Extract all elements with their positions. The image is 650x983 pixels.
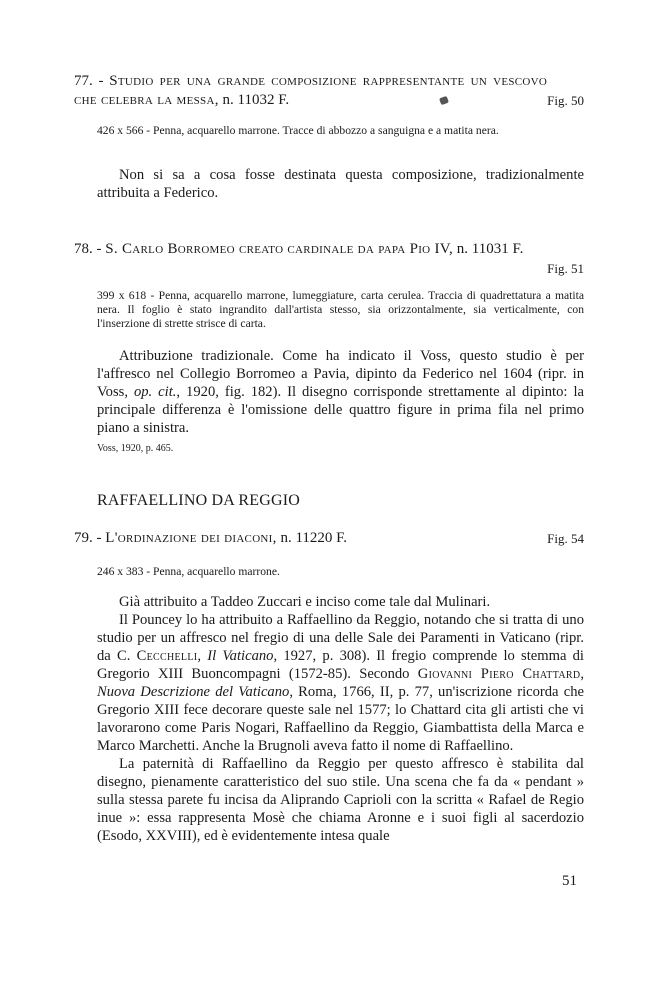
entry-78-heading: Fig. 51 78. - S. Carlo Borromeo creato cardinale da papa Pio IV, n. 11031 F. [74,241,584,276]
entry-number: 77. [74,73,93,89]
entry-77-heading: Fig. 50 77. - Studio per una grande composizione rappresentante un vescovo che celebra la messa, n. 11032 F. [74,73,584,108]
entry-78-commentary: Attribuzione tradizionale. Come ha indicato il Voss, questo studio è per l'affresco nel Collegio Borromeo a Pavia, dipinto da Federico nel 1604 (ripr. in Voss, op. cit., 1920, fig. 182). Il disegno corrisponde strettamente al dipinto: la principale differenza è l'omissione delle quattro figure in prima fila nel primo piano a sinistra. [97,348,584,436]
figure-ref-54: Fig. 54 [547,531,584,546]
entry-79-commentary: Già attribuito a Taddeo Zuccari e inciso come tale dal Mulinari. Il Pouncey lo ha attribuito a Raffaellino da Reggio, notando che si tratta di uno studio per un affresco nel fregio di una delle Sale dei Paramenti in Vaticano (ripr. da C. Cecchelli, Il Vaticano, 1927, p. 308). Il fregio comprende lo stemma di Gregorio XIII Buoncompagni (1572-85). Secondo Giovanni Piero Chattard, Nuova Descrizione del Vaticano, Roma, 1766, II, p. 77, un'iscrizione ricorda che Gregorio XIII fece decorare queste sale nel 1577; lo Chattard cita gli artisti che vi lavorarono come Paris Nogari, Raffaellino da Reggio, Giambattista della Marca e Marco Marchetti. Anche la Brugnoli aveva fatto il nome di Raffaellino. La paternità di Raffaellino da Reggio per questo affresco è stabilita dal disegno, pienamente caratteristico del suo stile. Una scena che fa da « pendant » sulla stessa parete fu incisa da Aliprando Caprioli con la scritta « Rafael de Regio inue »: essa rappresenta Mosè che chiama Aronne e i suoi figli al sacerdozio (Esodo, XXVIII), ed è evidentemente intesa quale [97,594,584,844]
figure-ref-50: Fig. 50 [547,93,584,108]
entry-number: 79. [74,530,93,546]
section-title: RAFFAELLINO DA REGGIO [97,492,301,509]
entry-title: Studio per una grande composizione rappresentante un vescovo che celebra la messa, [74,73,548,108]
entry-79-technical-notes: 246 x 383 - Penna, acquarello marrone. [97,565,280,578]
figure-ref-51: Fig. 51 [547,261,584,276]
entry-77-technical-notes: 426 x 566 - Penna, acquarello marrone. Tracce di abbozzo a sanguigna e a matita nera. [97,124,499,137]
entry-77-commentary: Non si sa a cosa fosse destinata questa composizione, tradizionalmente attribuita a Federico. [97,167,584,201]
entry-78-bibliography: Voss, 1920, p. 465. [97,443,174,454]
entry-78-technical-notes: 399 x 618 - Penna, acquarello marrone, lumeggiature, carta cerulea. Traccia di quadrettatura a matita nera. Il foglio è stato ingrandito dall'artista stesso, sia orizzontalmente, sia verticalmente, con l'inserzione di strette strisce di carta. [97,289,584,330]
entry-79-heading: Fig. 54 79. - L'ordinazione dei diaconi, n. 11220 F. [74,530,584,546]
page-number: 51 [562,873,577,889]
inventory-number: n. 11031 F. [453,241,524,257]
inventory-number: n. 11032 F. [218,92,290,108]
entry-number: 78. [74,241,93,257]
inventory-number: n. 11220 F. [276,530,348,546]
entry-title: L'ordinazione dei diaconi, [105,530,277,546]
entry-title: S. Carlo Borromeo creato cardinale da papa Pio IV, [105,241,454,257]
